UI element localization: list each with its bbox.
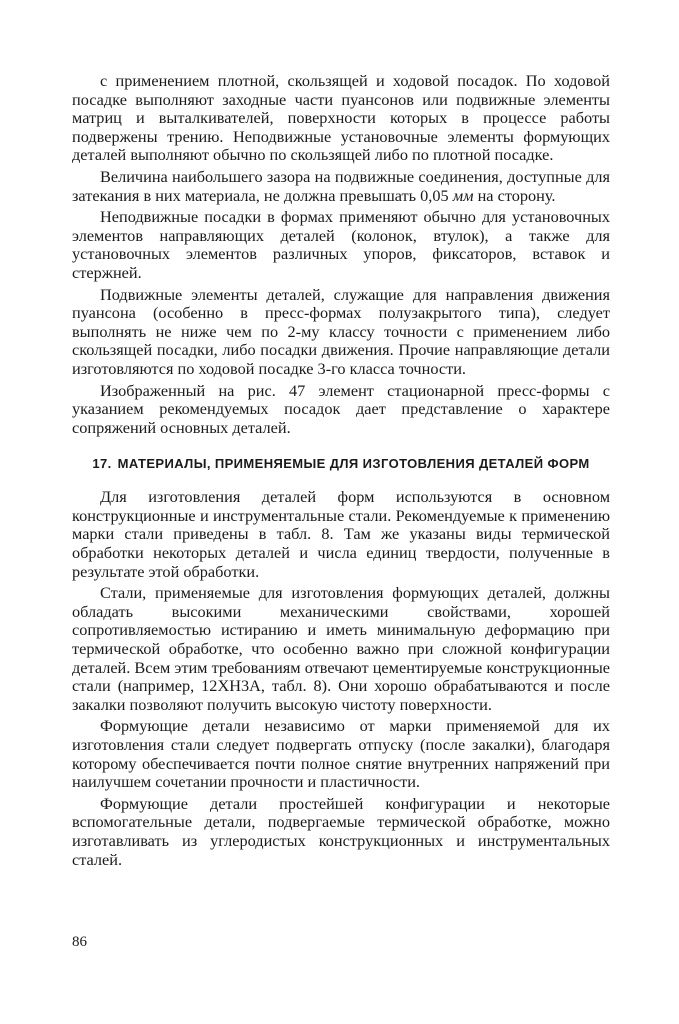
paragraph-tempering: Формующие детали независимо от марки применяемой для их изготовления стали следует подвергать отпуску (после закалки), благодаря которому обеспечивается почти полное снятие внутренних напряжений при наилучшем сочетании прочности и пластичности. (72, 716, 610, 792)
paragraph-fits-intro: с применением плотной, скользящей и ходовой посадок. По ходовой посадке выполняют заходные части пуансонов или подвижные элементы матриц и выталкивателей, поверхности которых в процессе работы подвержены трению. Неподвижные установочные элементы формующих деталей выполняют обычно по скользящей либо по плотной посадке. (72, 71, 610, 165)
paragraph-steel-properties: Стали, применяемые для изготовления формующих деталей, должны обладать высокими механическими свойствами, хорошей сопротивляемостью истиранию и иметь минимальную деформацию при термической обработке, что особенно важно при сложной конфигурации деталей. Всем этим требованиям отвечают цементируемые конструкционные стали (например, 12ХН3А, табл. 8). Они хорошо обрабатываются и после закалки позволяют получить высокую чистоту поверхности. (72, 583, 610, 714)
section-heading (72, 455, 610, 472)
page-number: 86 (72, 934, 87, 950)
paragraph-fixed-fits: Неподвижные посадки в формах применяют обычно для установочных элементов направляющих деталей (колонок, втулок), а также для установочных элементов различных упоров, фиксаторов, вставок и стержней. (72, 207, 610, 282)
section-number: 17. (92, 456, 112, 472)
body-text (72, 72, 610, 869)
paragraph-carbon-steels: Формующие детали простейшей конфигурации и некоторые вспомогательные детали, подвергаемые термической обработке, можно изготавливать из углеродистых конструкционных и инструментальных сталей. (72, 793, 610, 869)
paragraph-steels-used: Для изготовления деталей форм используются в основном конструкционные и инструментальные стали. Рекомендуемые к применению марки стали приведены в табл. 8. Там же указаны виды термической обработки некоторых деталей и числа единиц твердости, полученные в результате этой обработки. (72, 487, 610, 581)
paragraph-figure-reference: Изображенный на рис. 47 элемент стационарной пресс-формы с указанием рекомендуемых посадок дает представление о характере сопряжений основных деталей. (72, 380, 610, 437)
paragraph-gap-limit: Величина наибольшего зазора на подвижные соединения, доступные для затекания в них материала, не должна превышать 0,05 мм на сторону. (72, 166, 610, 205)
section-title: МАТЕРИАЛЫ, ПРИМЕНЯЕМЫЕ ДЛЯ ИЗГОТОВЛЕНИЯ ДЕТАЛЕЙ ФОРМ (117, 456, 590, 472)
paragraph-moving-elements: Подвижные элементы деталей, служащие для направления движения пуансона (особенно в пресс-формах полузакрытого типа), следует выполнять не ниже чем по 2-му классу точности с применением либо скользящей посадки, либо посадки движения. Прочие направляющие детали изготовляются по ходовой посадке 3-го класса точности. (72, 284, 610, 378)
